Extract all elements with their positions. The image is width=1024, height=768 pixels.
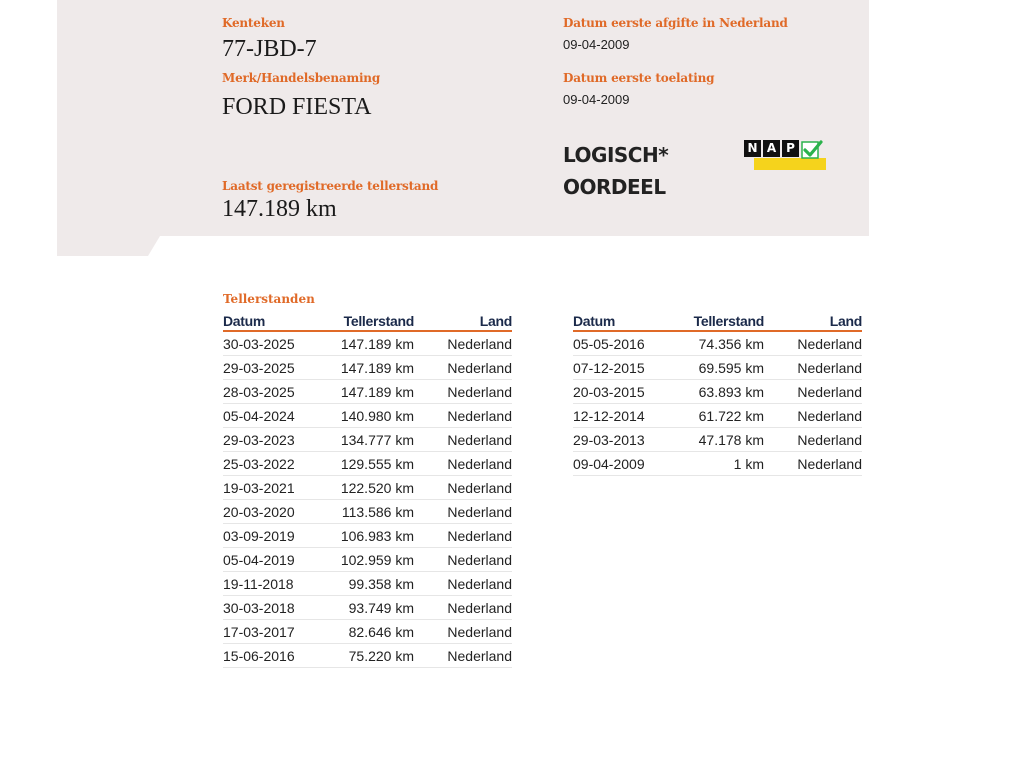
cell-date: 30-03-2025 [223,331,328,356]
cell-odometer: 140.980 km [328,404,414,428]
cell-odometer: 74.356 km [678,331,764,356]
nap-letter-a: A [763,140,780,157]
cell-date: 07-12-2015 [573,356,678,380]
table-row [223,572,512,596]
cell-country: Nederland [414,572,512,596]
cell-date: 15-06-2016 [223,644,328,668]
cell-country: Nederland [764,331,862,356]
cell-odometer: 106.983 km [328,524,414,548]
cell-odometer: 134.777 km [328,428,414,452]
cell-odometer: 147.189 km [328,356,414,380]
cell-country: Nederland [414,356,512,380]
cell-country: Nederland [414,596,512,620]
cell-country: Nederland [414,404,512,428]
table-row [223,644,512,668]
cell-date: 19-03-2021 [223,476,328,500]
plate-value: 77-JBD-7 [222,36,317,62]
table-row [573,380,862,404]
column-header-odometer: Tellerstand [678,313,764,331]
cell-date: 05-04-2019 [223,548,328,572]
cell-date: 09-04-2009 [573,452,678,476]
table-row [223,331,512,356]
column-header-country: Land [414,313,512,331]
cell-odometer: 1 km [678,452,764,476]
cell-date: 30-03-2018 [223,596,328,620]
cell-date: 20-03-2020 [223,500,328,524]
cell-date: 05-05-2016 [573,331,678,356]
cell-date: 25-03-2022 [223,452,328,476]
cell-odometer: 129.555 km [328,452,414,476]
nap-logo [744,139,826,171]
brand-label: Merk/Handelsbenaming [222,71,381,85]
verdict-line-1: LOGISCH* [563,143,669,167]
table-row [223,500,512,524]
cell-country: Nederland [414,380,512,404]
first-issue-nl-value: 09-04-2009 [563,37,630,52]
column-header-country: Land [764,313,862,331]
verdict-line-2: OORDEEL [563,175,666,199]
first-admission-value: 09-04-2009 [563,92,630,107]
cell-date: 19-11-2018 [223,572,328,596]
cell-odometer: 147.189 km [328,380,414,404]
column-header-date: Datum [573,313,678,331]
cell-date: 29-03-2013 [573,428,678,452]
cell-date: 17-03-2017 [223,620,328,644]
table-row [573,356,862,380]
cell-date: 20-03-2015 [573,380,678,404]
table-row [223,596,512,620]
table-header-row [223,313,512,331]
cell-date: 28-03-2025 [223,380,328,404]
cell-country: Nederland [414,644,512,668]
cell-country: Nederland [414,428,512,452]
cell-country: Nederland [764,356,862,380]
table-row [223,548,512,572]
cell-odometer: 69.595 km [678,356,764,380]
cell-country: Nederland [764,404,862,428]
cell-country: Nederland [414,500,512,524]
column-header-date: Datum [223,313,328,331]
brand-value: FORD FIESTA [222,94,372,120]
cell-odometer: 99.358 km [328,572,414,596]
table-header-row [573,313,862,331]
first-issue-nl-label: Datum eerste afgifte in Nederland [563,16,788,30]
nap-letter-p: P [782,140,799,157]
table-row [573,428,862,452]
readings-table-right [573,313,862,476]
cell-odometer: 61.722 km [678,404,764,428]
cell-country: Nederland [414,452,512,476]
column-header-odometer: Tellerstand [328,313,414,331]
cell-country: Nederland [414,524,512,548]
panel-corner-cut [148,236,869,256]
cell-country: Nederland [414,620,512,644]
table-row [573,452,862,476]
cell-date: 29-03-2025 [223,356,328,380]
table-row [573,404,862,428]
cell-date: 03-09-2019 [223,524,328,548]
table-row [223,428,512,452]
table-row [223,476,512,500]
cell-odometer: 102.959 km [328,548,414,572]
cell-odometer: 93.749 km [328,596,414,620]
cell-country: Nederland [414,548,512,572]
cell-country: Nederland [764,380,862,404]
cell-date: 05-04-2024 [223,404,328,428]
table-row [223,524,512,548]
table-row [573,331,862,356]
cell-date: 12-12-2014 [573,404,678,428]
cell-country: Nederland [414,331,512,356]
cell-odometer: 122.520 km [328,476,414,500]
readings-title: Tellerstanden [223,292,315,306]
nap-letter-n: N [744,140,761,157]
cell-country: Nederland [764,452,862,476]
table-row [223,452,512,476]
first-admission-label: Datum eerste toelating [563,71,715,85]
cell-country: Nederland [414,476,512,500]
cell-odometer: 82.646 km [328,620,414,644]
readings-table-left [223,313,512,668]
check-icon [801,140,823,160]
cell-odometer: 113.586 km [328,500,414,524]
table-row [223,620,512,644]
table-row [223,404,512,428]
cell-odometer: 147.189 km [328,331,414,356]
odometer-value: 147.189 km [222,196,337,222]
cell-odometer: 63.893 km [678,380,764,404]
table-row [223,356,512,380]
cell-odometer: 75.220 km [328,644,414,668]
table-row [223,380,512,404]
cell-country: Nederland [764,428,862,452]
cell-date: 29-03-2023 [223,428,328,452]
cell-odometer: 47.178 km [678,428,764,452]
vehicle-info-panel [57,0,869,256]
odometer-label: Laatst geregistreerde tellerstand [222,179,439,193]
plate-label: Kenteken [222,16,285,30]
